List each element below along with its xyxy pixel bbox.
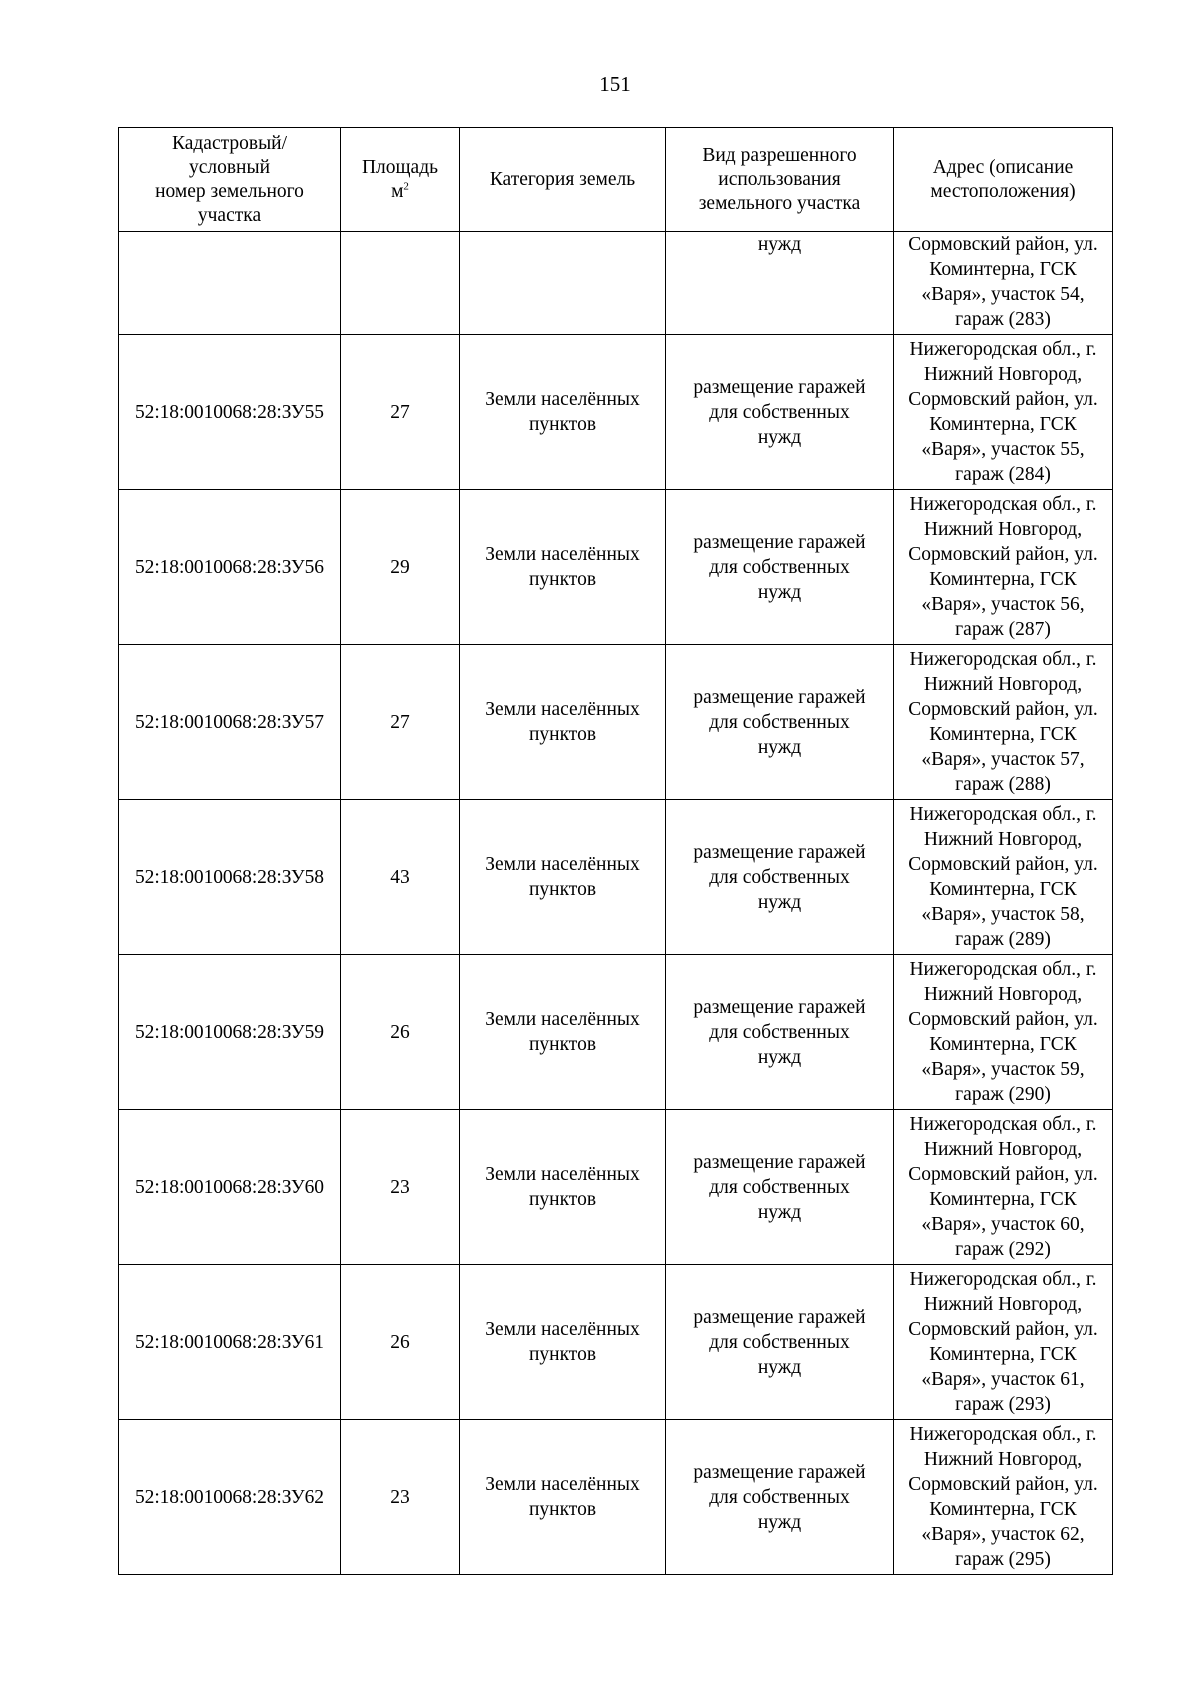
use-line: для собственных [709,711,850,733]
use-line: размещение гаражей [693,1306,866,1328]
use-line: для собственных [709,401,850,423]
use-line: размещение гаражей [693,1461,866,1483]
area-cell: 23 [341,1420,460,1575]
cadastral-cell: 52:18:0010068:28:ЗУ59 [119,955,341,1110]
category-line: Земли населённых [485,1319,640,1340]
area-cell: 23 [341,1110,460,1265]
use-cell [666,1110,894,1265]
address-line: гараж (283) [955,309,1051,330]
use-line: размещение гаражей [693,841,866,863]
address-line: Нижегородская обл., г. [909,494,1097,515]
address-cell [894,955,1113,1110]
use-cell: нужд [666,232,894,335]
header-cadastral-line: условный [188,156,271,178]
address-line: Сормовский район, ул. [908,234,1098,255]
category-line: пунктов [528,414,597,435]
use-line: для собственных [709,1176,850,1198]
address-line: Нижний Новгород, [923,1294,1083,1315]
use-line: для собственных [709,1021,850,1043]
header-use [666,128,894,232]
cadastral-cell: 52:18:0010068:28:ЗУ57 [119,645,341,800]
address-line: гараж (284) [955,464,1051,485]
use-line: нужд [757,1511,802,1533]
address-line: «Варя», участок 55, [921,439,1085,460]
cadastral-cell: 52:18:0010068:28:ЗУ61 [119,1265,341,1420]
address-line: Нижний Новгород, [923,364,1083,385]
address-line: «Варя», участок 61, [921,1369,1085,1390]
use-cell [666,955,894,1110]
address-line: Сормовский район, ул. [908,389,1098,410]
address-line: гараж (289) [955,929,1051,950]
category-cell [460,955,666,1110]
area-unit-superscript: 2 [403,180,409,192]
category-cell [460,1420,666,1575]
category-line: Земли населённых [485,854,640,875]
address-line: Нижегородская обл., г. [909,804,1097,825]
header-cadastral-line: участка [197,204,262,226]
header-area-unit [341,180,459,204]
category-line: пунктов [528,879,597,900]
use-line: для собственных [709,1331,850,1353]
address-line: Коминтерна, ГСК [929,1034,1077,1055]
address-line: «Варя», участок 54, [921,284,1085,305]
use-line: нужд [757,736,802,758]
address-line: Нижегородская обл., г. [909,649,1097,670]
header-use-line: использования [718,168,841,190]
category-cell [460,1265,666,1420]
category-line: Земли населённых [485,699,640,720]
address-line: Нижний Новгород, [923,1449,1083,1470]
address-line: «Варя», участок 60, [921,1214,1085,1235]
use-line: для собственных [709,866,850,888]
area-cell [341,232,460,335]
use-line: для собственных [709,1486,850,1508]
address-line: Коминтерна, ГСК [929,724,1077,745]
table-row [119,955,1113,1110]
category-line: пунктов [528,1344,597,1365]
header-address [894,128,1113,232]
use-line: нужд [757,426,802,448]
address-line: Коминтерна, ГСК [929,879,1077,900]
category-line: Земли населённых [485,1164,640,1185]
address-line: Коминтерна, ГСК [929,414,1077,435]
area-cell: 43 [341,800,460,955]
category-line: пунктов [528,1499,597,1520]
use-line: нужд [757,891,802,913]
table-row [119,645,1113,800]
address-line: гараж (292) [955,1239,1051,1260]
address-cell [894,1265,1113,1420]
category-cell [460,1110,666,1265]
address-line: Нижний Новгород, [923,519,1083,540]
use-line: размещение гаражей [693,996,866,1018]
header-use-line: Вид разрешенного [702,144,857,166]
header-area [341,128,460,232]
cadastral-cell: 52:18:0010068:28:ЗУ58 [119,800,341,955]
header-cadastral-line: номер земельного [155,180,304,202]
header-address-line: местоположения) [930,180,1076,202]
address-line: Нижегородская обл., г. [909,1424,1097,1445]
category-line: Земли населённых [485,1009,640,1030]
header-use-line: земельного участка [698,192,861,214]
address-cell [894,490,1113,645]
address-line: Нижний Новгород, [923,1139,1083,1160]
header-area-line: Площадь [361,156,439,178]
address-line: Коминтерна, ГСК [929,1189,1077,1210]
address-line: Нижний Новгород, [923,984,1083,1005]
use-line: размещение гаражей [693,686,866,708]
address-line: Сормовский район, ул. [908,1474,1098,1495]
cadastral-cell: 52:18:0010068:28:ЗУ60 [119,1110,341,1265]
header-address-line: Адрес (описание [932,156,1074,178]
address-line: гараж (293) [955,1394,1051,1415]
address-line: Коминтерна, ГСК [929,569,1077,590]
address-line: Коминтерна, ГСК [929,259,1077,280]
category-cell [460,800,666,955]
area-cell: 27 [341,335,460,490]
land-plots-table [118,127,1113,1575]
address-line: Сормовский район, ул. [908,544,1098,565]
category-line: Земли населённых [485,1474,640,1495]
address-cell [894,800,1113,955]
use-cell [666,1420,894,1575]
address-line: «Варя», участок 59, [921,1059,1085,1080]
address-line: Сормовский район, ул. [908,854,1098,875]
table-row [119,490,1113,645]
use-line: размещение гаражей [693,376,866,398]
table-row [119,800,1113,955]
address-line: «Варя», участок 58, [921,904,1085,925]
category-line: пунктов [528,1034,597,1055]
category-line: пунктов [528,724,597,745]
category-cell [460,232,666,335]
category-line: Земли населённых [485,544,640,565]
use-cell [666,645,894,800]
address-line: Сормовский район, ул. [908,699,1098,720]
address-line: гараж (290) [955,1084,1051,1105]
use-line: размещение гаражей [693,1151,866,1173]
use-line: нужд [757,1356,802,1378]
address-line: Нижний Новгород, [923,674,1083,695]
category-line: пунктов [528,569,597,590]
category-cell [460,490,666,645]
table-row [119,335,1113,490]
table-row [119,1265,1113,1420]
category-line: Земли населённых [485,389,640,410]
header-row [119,128,1113,232]
cadastral-cell: 52:18:0010068:28:ЗУ56 [119,490,341,645]
address-line: Нижегородская обл., г. [909,959,1097,980]
table-row [119,1110,1113,1265]
use-line: нужд [757,1046,802,1068]
area-cell: 27 [341,645,460,800]
use-cell [666,335,894,490]
address-cell [894,335,1113,490]
address-cell [894,1110,1113,1265]
cadastral-cell: 52:18:0010068:28:ЗУ55 [119,335,341,490]
category-cell [460,645,666,800]
area-cell: 29 [341,490,460,645]
address-line: гараж (288) [955,774,1051,795]
address-line: гараж (287) [955,619,1051,640]
use-cell [666,800,894,955]
address-line: Нижегородская обл., г. [909,1114,1097,1135]
use-line: нужд [757,581,802,603]
address-line: Сормовский район, ул. [908,1009,1098,1030]
cadastral-cell: 52:18:0010068:28:ЗУ62 [119,1420,341,1575]
table-row [119,1420,1113,1575]
address-line: гараж (295) [955,1549,1051,1570]
category-cell [460,335,666,490]
header-cadastral [119,128,341,232]
area-unit: м [391,180,404,202]
header-category: Категория земель [460,128,666,232]
address-line: «Варя», участок 57, [921,749,1085,770]
cadastral-cell [119,232,341,335]
address-line: «Варя», участок 62, [921,1524,1085,1545]
address-cell [894,232,1113,335]
use-line: нужд [757,1201,802,1223]
address-line: Нижегородская обл., г. [909,339,1097,360]
use-cell [666,490,894,645]
use-line: для собственных [709,556,850,578]
address-line: Сормовский район, ул. [908,1319,1098,1340]
header-cadastral-line: Кадастровый/ [171,132,288,154]
continuation-row [119,232,1113,335]
area-cell: 26 [341,955,460,1110]
address-cell [894,645,1113,800]
address-line: Коминтерна, ГСК [929,1499,1077,1520]
category-line: пунктов [528,1189,597,1210]
area-cell: 26 [341,1265,460,1420]
page-number: 151 [599,72,631,96]
address-line: «Варя», участок 56, [921,594,1085,615]
use-line: размещение гаражей [693,531,866,553]
address-line: Коминтерна, ГСК [929,1344,1077,1365]
address-cell [894,1420,1113,1575]
address-line: Нижний Новгород, [923,829,1083,850]
address-line: Нижегородская обл., г. [909,1269,1097,1290]
use-cell [666,1265,894,1420]
address-line: Сормовский район, ул. [908,1164,1098,1185]
